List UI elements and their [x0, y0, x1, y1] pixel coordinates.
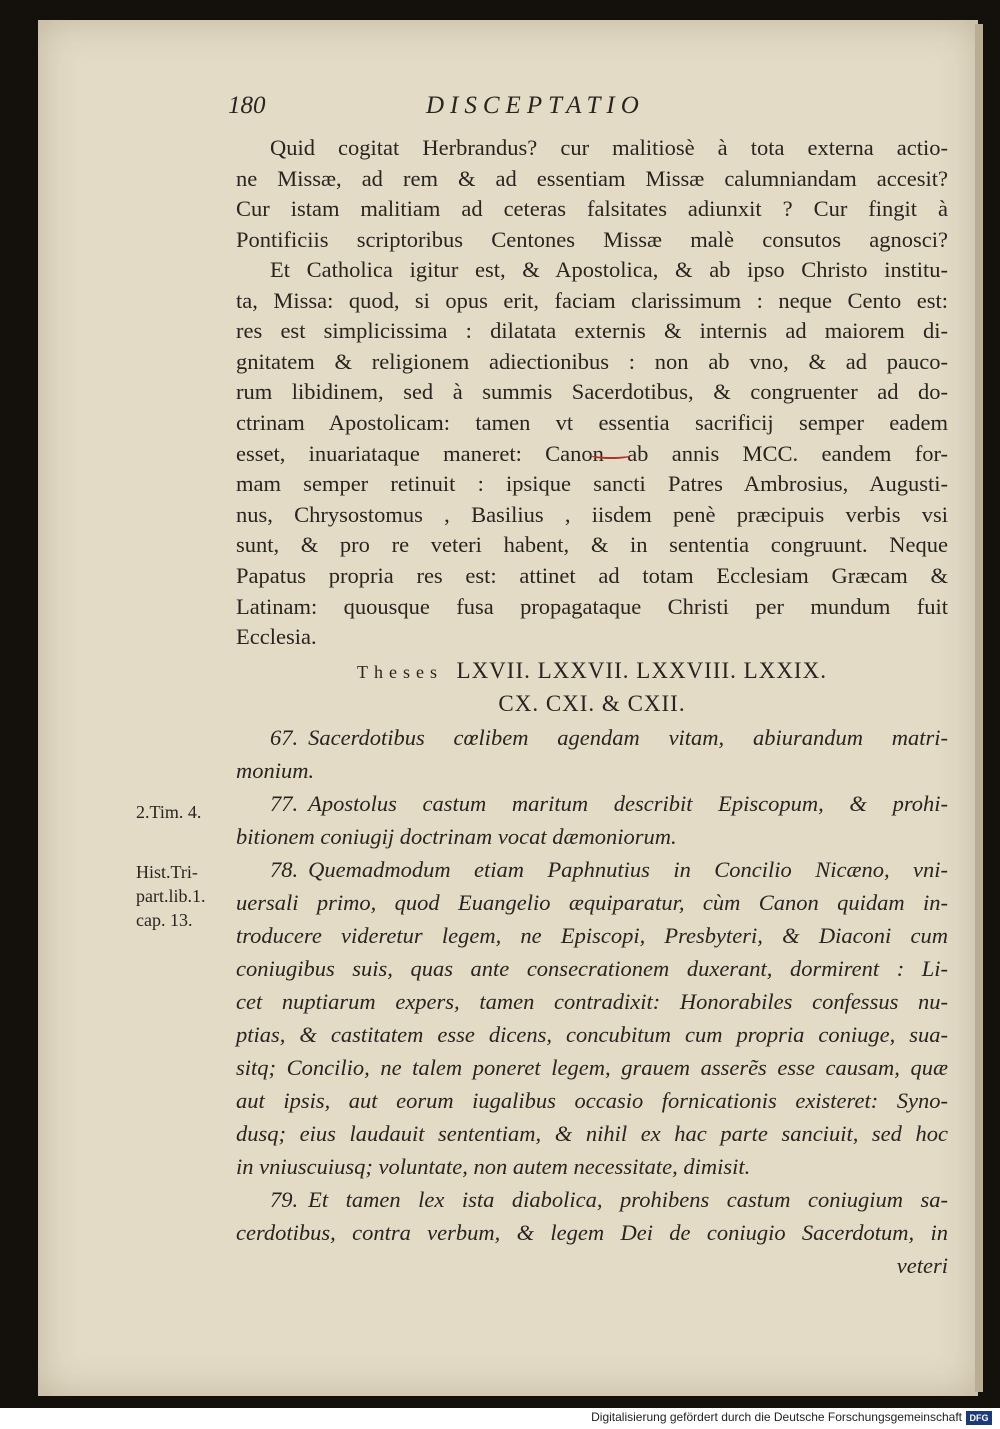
running-header [0, 92, 1000, 128]
text-line: mam semper retinuit : ipsique sancti Patres Ambrosius, Augusti- [236, 471, 948, 497]
thesis-number: 77. [270, 791, 299, 816]
text-line: Apostolus castum maritum describit Episcopum, & prohi- [308, 791, 948, 816]
text-line: bitionem coniugij doctrinam vocat dæmoniorum. [236, 824, 677, 849]
footer-credit: Digitalisierung gefördert durch die Deutsche Forschungsgemeinschaft [591, 1410, 962, 1424]
text-line: rum libidinem, sed à summis Sacerdotibus, & congruenter ad do- [236, 379, 948, 405]
margin-note-tim: 2.Tim. 4. [136, 802, 202, 822]
text-line: Quemadmodum etiam Paphnutius in Concilio Nicæno, vni- [308, 857, 948, 882]
margin-note-hist-line2: part.lib.1. [136, 886, 206, 906]
red-pencil-mark [590, 451, 632, 459]
thesis-number: 79. [270, 1187, 299, 1212]
heading-line-1: LXVII. LXXVII. LXXVIII. LXXIX. [456, 658, 827, 683]
text-line: ne Missæ, ad rem & ad essentiam Missæ calumniandam accesit? [236, 165, 948, 191]
text-line: esset, inuariataque maneret: Canon ab annis MCC. eandem for- [236, 440, 948, 466]
margin-note-hist-line1: Hist.Tri- [136, 862, 198, 882]
heading-line-2: CX. CXI. & CXII. [498, 691, 686, 716]
thesis-79 [236, 1183, 948, 1216]
text-line: res est simplicissima : dilatata externis & internis ad maiorem di- [236, 318, 948, 344]
text-line: sunt, & pro re veteri habent, & in sententia congruunt. Neque [236, 532, 948, 558]
margin-note-hist-line3: cap. 13. [136, 910, 193, 930]
text-line: in vniuscuiusq; voluntate, non autem necessitate, dimisit. [236, 1154, 751, 1179]
text-line: Quid cogitat Herbrandus? cur malitiosè à tota externa actio- [270, 135, 948, 160]
thesis-number: 67. [270, 725, 299, 750]
text-line: ta, Missa: quod, si opus erit, faciam clarissimum : neque Cento est: [236, 287, 948, 313]
heading-label: Theses [357, 662, 444, 682]
text-line: dusq; eius laudauit sententiam, & nihil ex hac parte sanciuit, sed hoc [236, 1121, 948, 1146]
catchword: veteri [896, 1253, 948, 1278]
thesis-77 [236, 787, 948, 820]
footer-bar [0, 1408, 1000, 1429]
text-line: nus, Chrysostomus , Basilius , iisdem penè præcipuis verbis vsi [236, 501, 948, 527]
running-title: DISCEPTATIO [426, 92, 645, 119]
text-line: ptias, & castitatem esse dicens, concubitum cum propria coniuge, sua- [236, 1022, 948, 1047]
text-line: Ecclesia. [236, 624, 317, 650]
text-line: monium. [236, 758, 315, 783]
page-edge [975, 24, 983, 1392]
text-line: Latinam: quousque fusa propagataque Christi per mundum fuit [236, 593, 948, 619]
text-line: coniugibus suis, quas ante consecrationem duxerant, dormirent : Li- [236, 956, 948, 981]
thesis-67 [236, 721, 948, 754]
theses-heading [236, 655, 948, 719]
text-line: aut ipsis, aut eorum iugalibus occasio fornicationis existeret: Syno- [236, 1088, 948, 1113]
thesis-number: 78. [270, 857, 299, 882]
dfg-logo-icon: DFG [966, 1411, 992, 1425]
text-line: troducere videretur legem, ne Episcopi, Presbyteri, & Diaconi cum [236, 923, 948, 948]
text-line: Sacerdotibus cœlibem agendam vitam, abiurandum matri- [308, 725, 948, 750]
text-line: sitq; Concilio, ne talem poneret legem, grauem asserẽs esse causam, quæ [236, 1055, 948, 1080]
text-line: cerdotibus, contra verbum, & legem Dei de coniugio Sacerdotum, in [236, 1220, 948, 1245]
text-line: Pontificiis scriptoribus Centones Missæ malè consutos agnosci? [236, 226, 948, 252]
text-line: Papatus propria res est: attinet ad totam Ecclesiam Græcam & [236, 562, 948, 588]
text-line: Et Catholica igitur est, & Apostolica, & ab ipso Christo institu- [270, 257, 948, 282]
paragraph-1 [236, 133, 948, 255]
thesis-78 [236, 853, 948, 886]
text-line: uersali primo, quod Euangelio æquiparatur, cùm Canon quidam in- [236, 890, 948, 915]
theses-list [236, 721, 948, 1282]
text-line: ctrinam Apostolicam: tamen vt essentia sacrificij semper eadem [236, 409, 948, 435]
page-number: 180 [228, 92, 266, 119]
text-line: cet nuptiarum expers, tamen contradixit: Honorabiles confessus nu- [236, 989, 948, 1014]
text-line: gnitatem & religionem adiectionibus : non ab vno, & ad pauco- [236, 348, 948, 374]
text-line: Cur istam malitiam ad ceteras falsitates adiunxit ? Cur fingit à [236, 196, 948, 222]
text-line: Et tamen lex ista diabolica, prohibens castum coniugium sa- [308, 1187, 948, 1212]
